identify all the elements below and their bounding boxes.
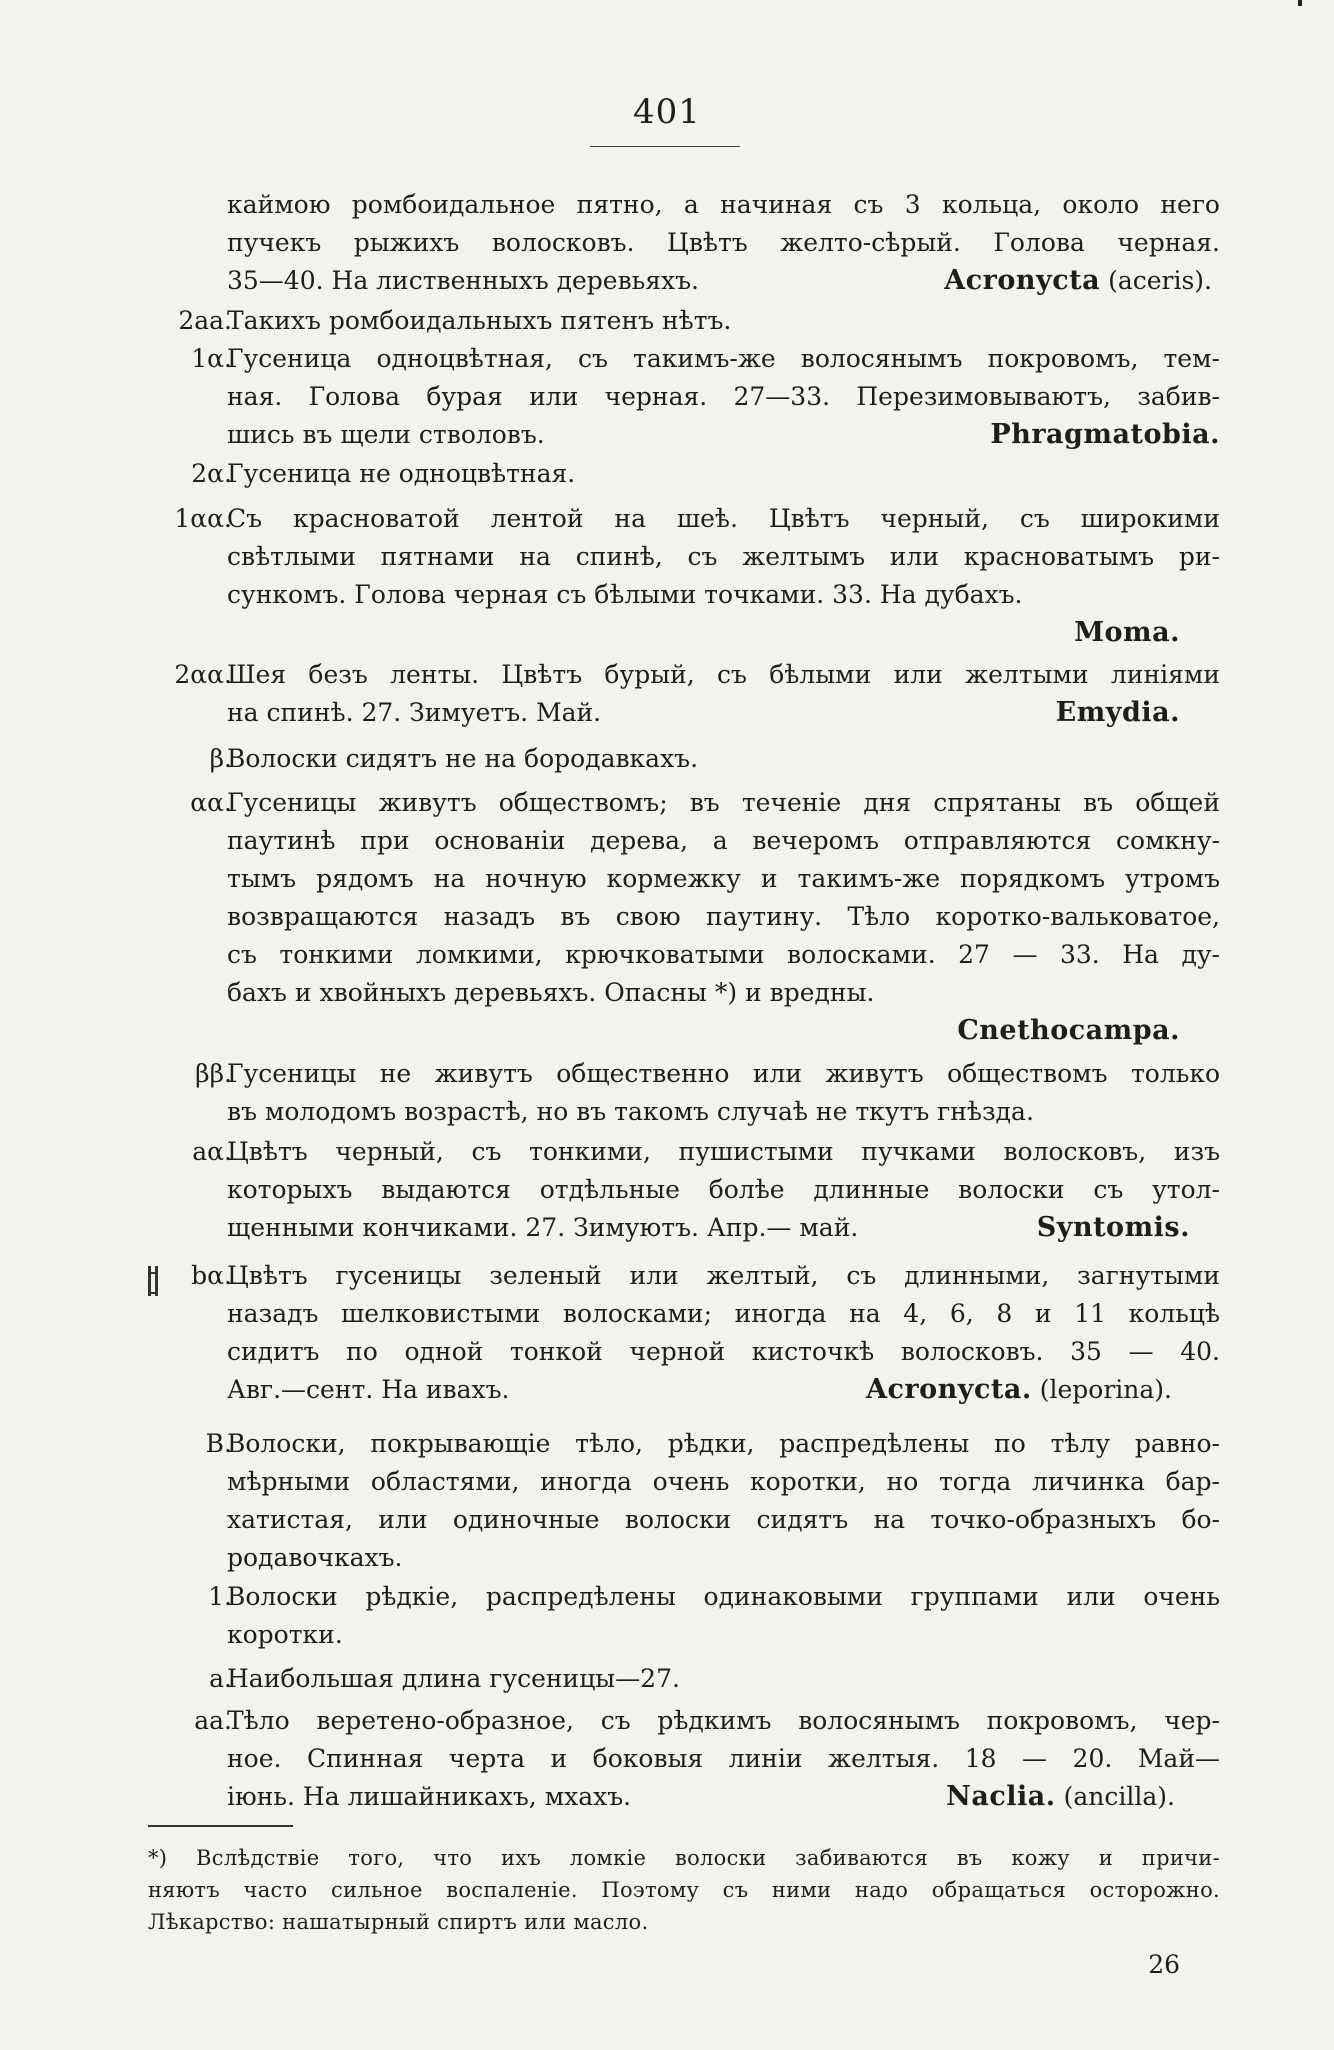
entry-text (227, 1257, 1220, 1409)
entry-line: Гусеница одноцвѣтная, съ такимъ-же волосянымъ покровомъ, тем- (227, 344, 1220, 373)
entry-line: Гусеница не одноцвѣтная. (227, 459, 576, 488)
entry-line: Волоски рѣдкіе, распредѣлены одинаковыми группами или очень (227, 1582, 1220, 1611)
entry-line: пучекъ рыжихъ волосковъ. Цвѣтъ желто-сѣрый. Голова черная. (227, 228, 1220, 257)
entry-text (227, 1578, 1220, 1654)
entry-line: Гусеницы живутъ обществомъ; въ теченіе дня спрятаны въ общей (227, 788, 1220, 817)
entry-line: Наибольшая длина гусеницы—27. (227, 1664, 680, 1693)
footnote (148, 1842, 1220, 1938)
entry-label: bα. (191, 1261, 232, 1290)
entry-text (227, 1425, 1220, 1577)
species-name: (aceris). (1108, 266, 1212, 295)
entry-line: ная. Голова бурая или черная. 27—33. Перезимовываютъ, забив- (227, 382, 1220, 411)
entry-text (227, 784, 1220, 1050)
entry-label: 1. (208, 1582, 232, 1611)
entry-last-line (227, 1209, 1220, 1247)
entry-line: бахъ и хвойныхъ деревьяхъ. Опасны *) и вредны. (227, 978, 875, 1007)
entry-line: Волоски, покрывающіе тѣло, рѣдки, распредѣлены по тѣлу равно- (227, 1429, 1220, 1458)
entry-text (227, 656, 1220, 732)
genus-name: Emydia. (1055, 697, 1180, 728)
entry-last-line (227, 416, 1220, 454)
entry-line: Авг.—сент. На ивахъ. (227, 1375, 510, 1404)
entry-line: Цвѣтъ черный, съ тонкими, пушистыми пучками волосковъ, изъ (227, 1137, 1220, 1166)
species-name: (ancilla). (1063, 1782, 1175, 1811)
entry-line: на спинѣ. 27. Зимуетъ. Май. (227, 698, 602, 727)
signature-mark: 26 (1148, 1950, 1180, 1979)
footnote-line: Лѣкарство: нашатырный спиртъ или масло. (148, 1910, 649, 1934)
entry-label: aa. (194, 1706, 232, 1735)
entry-last-line (227, 262, 1220, 300)
entry-line: свѣтлыми пятнами на спинѣ, съ желтымъ или красноватымъ ри- (227, 542, 1220, 571)
entry-text (227, 1133, 1220, 1247)
entry-line: съ тонкими ломкими, крючковатыми волосками. 27 — 33. На ду- (227, 940, 1220, 969)
footnote-line: няютъ часто сильное воспаленіе. Поэтому съ ними надо обращаться осторожно. (148, 1878, 1220, 1902)
entry-label: 1αα. (174, 504, 232, 533)
species-name: (leporina). (1039, 1375, 1172, 1404)
entry-line: мѣрными областями, иногда очень коротки, но тогда личинка бар- (227, 1467, 1220, 1496)
entry-line: Гусеницы не живутъ общественно или живутъ обществомъ только (227, 1059, 1220, 1088)
entry-text (227, 500, 1220, 652)
entry-text (227, 1660, 1220, 1698)
entry-last-line (227, 694, 1220, 732)
entry-line: щенными кончиками. 27. Зимуютъ. Апр.— май. (227, 1213, 859, 1242)
footnote-line: *) Вслѣдствіе того, что ихъ ломкіе волоски забиваются въ кожу и причи- (148, 1846, 1220, 1870)
entry-label: 2αα. (174, 660, 232, 689)
entry-label: 1α. (191, 344, 232, 373)
entry-line: Тѣло веретено-образное, съ рѣдкимъ волосянымъ покровомъ, чер- (227, 1706, 1220, 1735)
entry-text (227, 302, 1220, 340)
entry-line: въ молодомъ возрастѣ, но въ такомъ случаѣ не ткутъ гнѣзда. (227, 1097, 1034, 1126)
entry-line: сидитъ по одной тонкой черной кисточкѣ волосковъ. 35 — 40. (227, 1337, 1220, 1366)
entry-line: родавочкахъ. (227, 1543, 403, 1572)
entry-label: B. (205, 1429, 232, 1458)
taxon (944, 262, 1212, 300)
entry-line: Съ красноватой лентой на шеѣ. Цвѣтъ черный, съ широкими (227, 504, 1220, 533)
entry-label: aα. (192, 1137, 232, 1166)
page-number: 401 (633, 92, 701, 132)
genus-name: Phragmatobia. (990, 419, 1220, 450)
genus-name: Acronycta (944, 265, 1101, 296)
entry-label: 2α. (191, 459, 232, 488)
genus-name: Moma. (1074, 617, 1180, 648)
genus-name: Syntomis. (1036, 1212, 1190, 1243)
entry-last-line (227, 1778, 1220, 1816)
entry-line: Цвѣтъ гусеницы зеленый или желтый, съ длинными, загнутыми (227, 1261, 1220, 1290)
entry-label: a. (209, 1664, 232, 1693)
entry-line: шись въ щели стволовъ. (227, 420, 545, 449)
entry-text (227, 340, 1220, 454)
entry-line: коротки. (227, 1620, 343, 1649)
entry-line: возвращаются назадъ въ свою паутину. Тѣло коротко-вальковатое, (227, 902, 1220, 931)
entry-label: β. (209, 744, 232, 773)
entry-line: ное. Спинная черта и боковыя линіи желтыя. 18 — 20. Май— (227, 1744, 1220, 1773)
entry-text (227, 1055, 1220, 1131)
entry-line: каймою ромбоидальное пятно, а начиная съ 3 кольца, около него (227, 190, 1220, 219)
entry-text (227, 186, 1220, 300)
entry-line: Шея безъ ленты. Цвѣтъ бурый, съ бѣлыми или желтыми линіями (227, 660, 1220, 689)
scan-edge-mark (1298, 0, 1302, 6)
entry-label: 2aa. (178, 306, 232, 335)
entry-label: αα. (190, 788, 232, 817)
entry-line: сункомъ. Голова черная съ бѣлыми точками. 33. На дубахъ. (227, 580, 1023, 609)
genus-name: Naclia. (946, 1781, 1056, 1812)
entry-line: 35—40. На лиственныхъ деревьяхъ. (227, 266, 699, 295)
entry-line: назадъ шелковистыми волосками; иногда на 4, 6, 8 и 11 кольцѣ (227, 1299, 1220, 1328)
entry-label: ββ. (195, 1059, 232, 1088)
entry-text (227, 1702, 1220, 1816)
entry-line: хатистая, или одиночные волоски сидятъ на точко-образныхъ бо- (227, 1505, 1220, 1534)
taxon (866, 1371, 1172, 1409)
entry-line: тымъ рядомъ на ночную кормежку и такимъ-же порядкомъ утромъ (227, 864, 1220, 893)
genus-name: Acronycta. (866, 1374, 1032, 1405)
entry-last-line (227, 1371, 1220, 1409)
entry-line: іюнь. На лишайникахъ, мхахъ. (227, 1782, 632, 1811)
entry-line: Такихъ ромбоидальныхъ пятенъ нѣтъ. (227, 306, 732, 335)
entry-text (227, 740, 1220, 778)
page-number-rule (590, 146, 740, 147)
entry-line: Волоски сидятъ не на бородавкахъ. (227, 744, 699, 773)
entry-text (227, 455, 1220, 493)
entry-line: паутинѣ при основаніи дерева, а вечеромъ отправляются сомкну- (227, 826, 1220, 855)
genus-name: Cnethocampa. (957, 1015, 1180, 1046)
footnote-rule (148, 1825, 293, 1827)
entry-line: которыхъ выдаются отдѣльные болѣе длинные волоски съ утол- (227, 1175, 1220, 1204)
taxon (946, 1778, 1175, 1816)
